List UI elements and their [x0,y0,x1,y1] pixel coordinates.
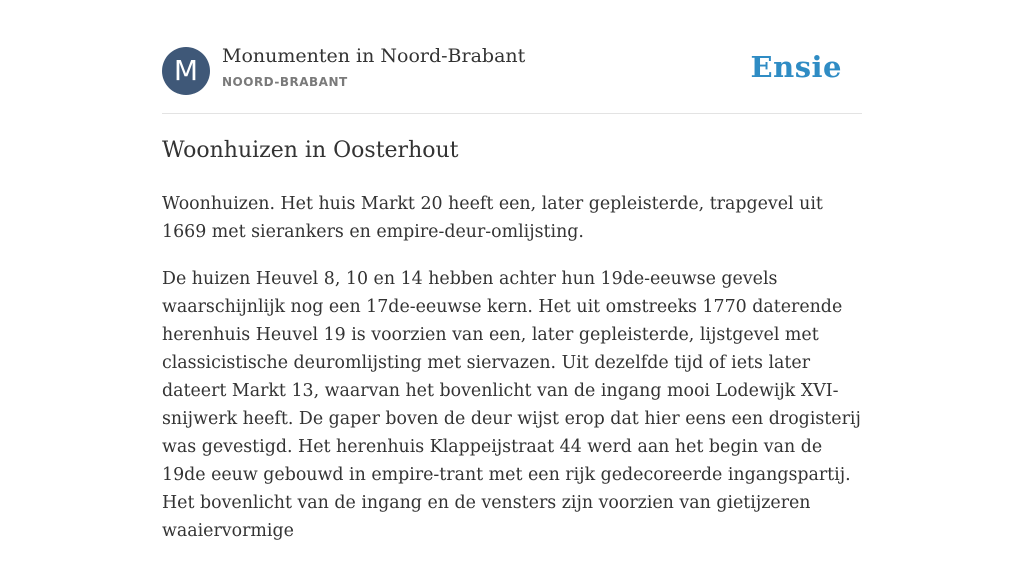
content-column [162,0,862,541]
header [162,0,862,114]
article-body [162,190,862,564]
article-heading: Woonhuizen in Oosterhout [162,138,459,163]
avatar[interactable]: M [162,47,210,95]
article-paragraph: Woonhuizen. Het huis Markt 20 heeft een, later gepleisterde, trapgevel uit 1669 met sierankers en empire-deur-omlijsting. [162,194,823,242]
ensie-logo[interactable]: Ensie [750,50,842,84]
category-title[interactable]: Monumenten in Noord-Brabant [222,45,526,67]
category-subtitle[interactable]: NOORD-BRABANT [222,75,348,89]
article-paragraph: De huizen Heuvel 8, 10 en 14 hebben achter hun 19de-eeuwse gevels waarschijnlijk nog een 17de-eeuwse kern. Het uit omstreeks 1770 daterende herenhuis Heuvel 19 is voorzien van een, later gepleisterde, lijstgevel met classicistische deuromlijsting met siervazen. Uit dezelfde tijd of iets later dateert Markt 13, waarvan het bovenlicht van de ingang mooi Lodewijk XVI-snijwerk heeft. De gaper boven de deur wijst erop dat hier eens een drogisterij was gevestigd. Het herenhuis Klappeijstraat 44 werd aan het begin van de 19de eeuw gebouwd in empire-trant met een rijk gedecoreerde ingangspartij. Het bovenlicht van de ingang en de vensters zijn voorzien van gietijzeren waaiervormige [162,269,861,541]
